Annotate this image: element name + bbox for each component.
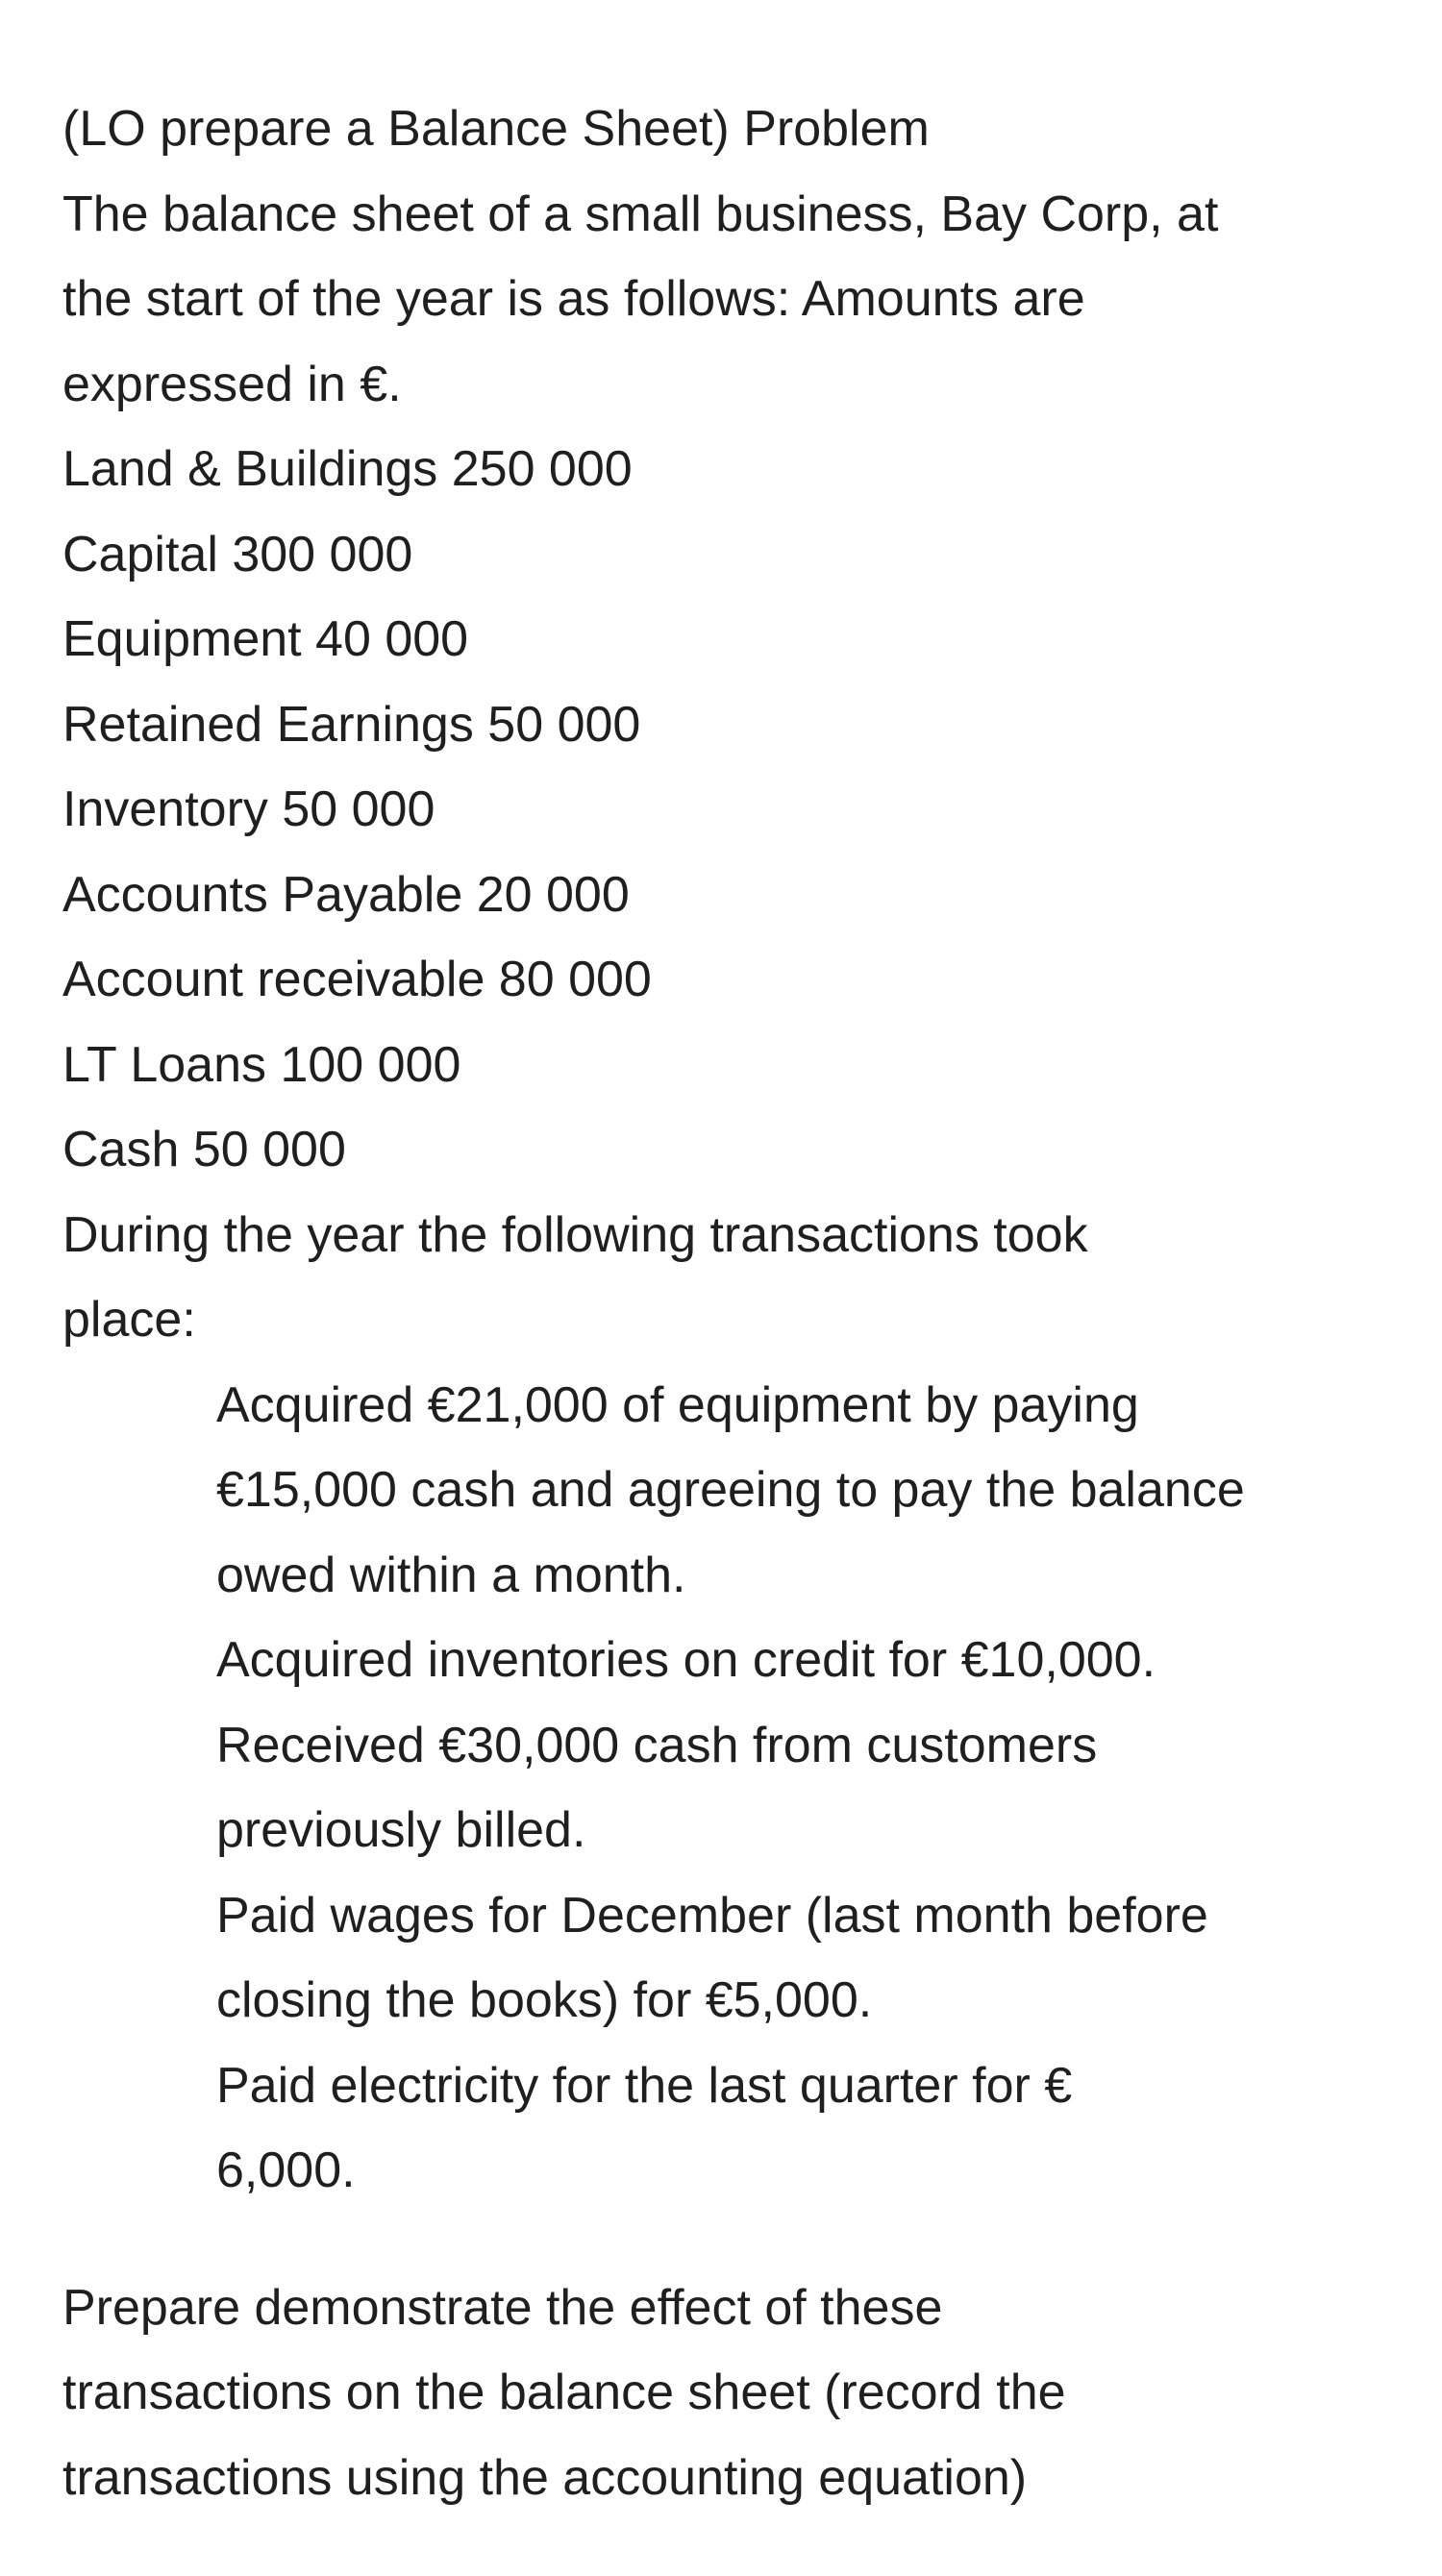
intro-paragraph <box>62 172 1380 428</box>
task-line: Prepare demonstrate the effect of these <box>62 2279 943 2336</box>
transactions-intro-line: place: <box>62 1292 196 1348</box>
balance-item: Account receivable 80 000 <box>62 952 652 1007</box>
transaction-line: €15,000 cash and agreeing to pay the balance <box>216 1462 1245 1518</box>
transaction-item <box>216 2043 1380 2214</box>
task-line: transactions using the accounting equation) <box>62 2449 1028 2506</box>
transaction-line: Paid wages for December (last month before <box>216 1887 1208 1944</box>
balance-item: Cash 50 000 <box>62 1122 346 1177</box>
transaction-line: Acquired inventories on credit for €10,000. <box>216 1632 1156 1688</box>
transaction-item <box>216 1873 1380 2043</box>
transactions-intro <box>62 1193 1380 1363</box>
balance-item: Accounts Payable 20 000 <box>62 866 630 923</box>
transaction-line: owed within a month. <box>216 1547 686 1603</box>
task-paragraph <box>62 2266 1380 2521</box>
transaction-line: Received €30,000 cash from customers <box>216 1717 1098 1773</box>
transaction-item <box>216 1618 1380 1703</box>
task-line: transactions on the balance sheet (record the <box>62 2365 1066 2420</box>
transactions-intro-line: During the year the following transactions took <box>62 1206 1088 1263</box>
transaction-line: Paid electricity for the last quarter for € <box>216 2057 1073 2114</box>
balance-item: LT Loans 100 000 <box>62 1036 461 1093</box>
problem-title: (LO prepare a Balance Sheet) Problem <box>62 101 930 157</box>
transaction-line: 6,000. <box>216 2143 356 2198</box>
intro-line: The balance sheet of a small business, Bay Corp, at <box>62 186 1219 242</box>
section-spacer <box>62 2214 1380 2266</box>
transaction-item <box>216 1363 1380 1619</box>
transaction-line: Acquired €21,000 of equipment by paying <box>216 1376 1139 1433</box>
balance-item: Retained Earnings 50 000 <box>62 696 641 753</box>
transaction-item <box>216 1703 1380 1873</box>
intro-line: expressed in €. <box>62 356 402 412</box>
balance-item: Equipment 40 000 <box>62 611 469 667</box>
balance-item: Land & Buildings 250 000 <box>62 441 633 497</box>
balance-item: Capital 300 000 <box>62 526 413 582</box>
transaction-line: previously billed. <box>216 1802 586 1858</box>
transactions-list <box>62 1363 1380 2214</box>
balance-list <box>62 427 1380 1193</box>
balance-item: Inventory 50 000 <box>62 781 435 837</box>
intro-line: the start of the year is as follows: Amounts are <box>62 271 1085 327</box>
transaction-line: closing the books) for €5,000. <box>216 1972 873 2028</box>
